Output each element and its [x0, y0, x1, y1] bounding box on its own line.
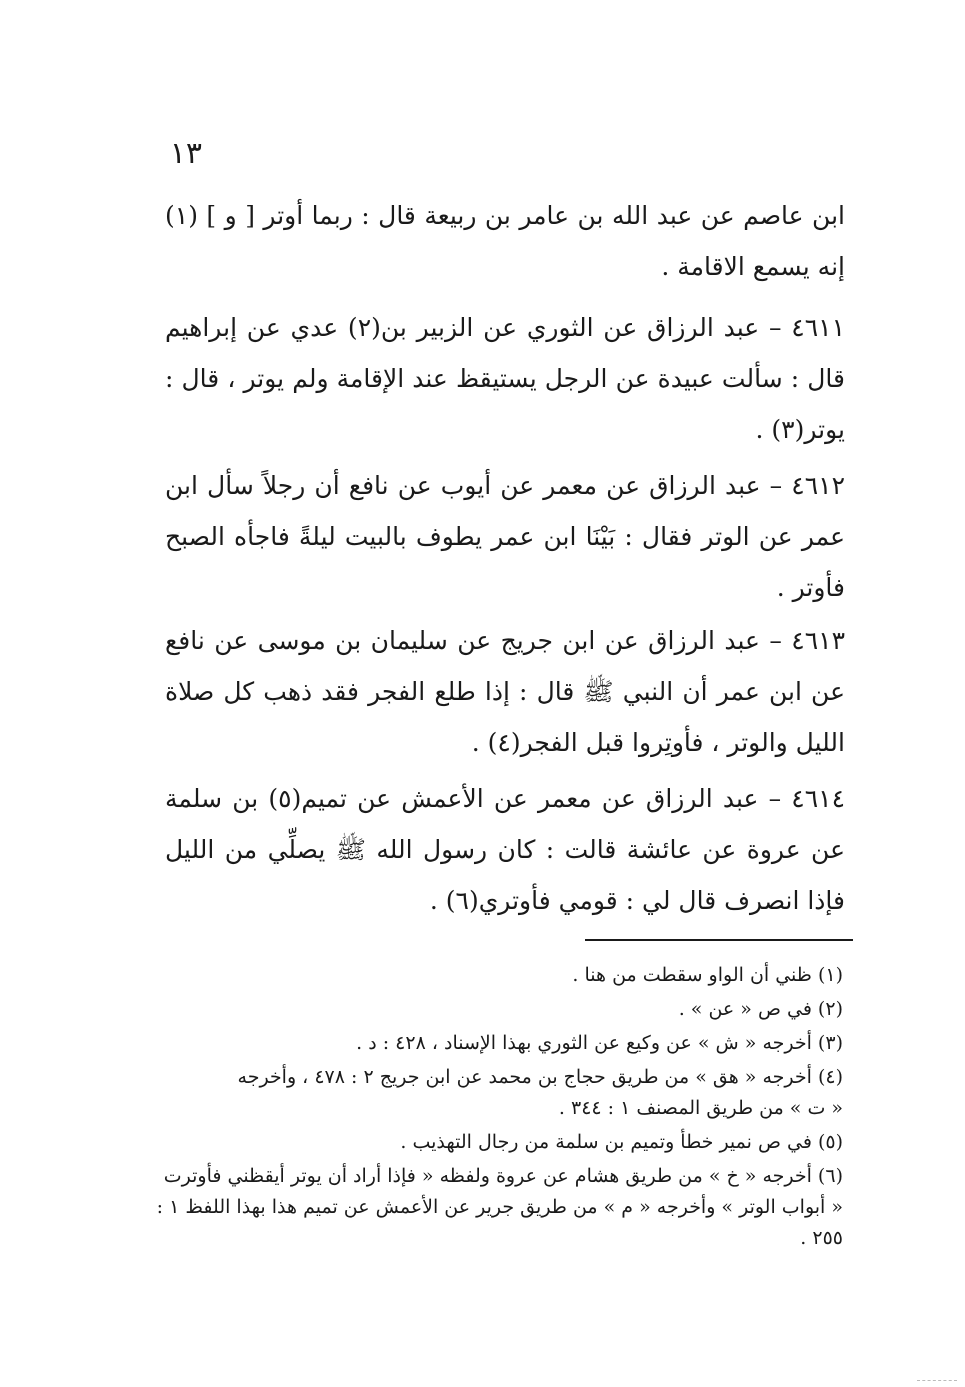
footnotes	[143, 960, 843, 1254]
scan-edge-mark	[917, 1380, 957, 1381]
page-number: ١٣	[169, 136, 202, 171]
paragraph-text: ٤٦١١ – عبد الرزاق عن الثوري عن الزبير بن(٢) عدي عن إبراهيم قال : سألت عبيدة عن الرجل يستيقظ عند الإقامة ولم يوتر ، قال : يوتر(٣) .	[165, 313, 845, 444]
paragraph-text: ٤٦١٤ – عبد الرزاق عن معمر عن الأعمش عن تميم(٥) بن سلمة عن عروة عن عائشة قالت : كان رسول الله ﷺ يصلِّي من الليل فإذا انصرف قال لي : قومي فأوتري(٦) .	[165, 784, 845, 915]
paragraph-continuation	[165, 190, 845, 292]
hadith-4613	[165, 615, 845, 768]
footnote-6: (٦) أخرجه « خ » من طريق هشام عن عروة ولفظه « فإذا أراد أن يوتر أيقظني فأوترت	[163, 1165, 843, 1187]
hadith-4612	[165, 460, 845, 613]
footnote-3: (٣) أخرجه « ش » عن وكيع عن الثوري بهذا الإسناد ، ٤٢٨ : د .	[356, 1032, 843, 1054]
footnote-1: (١) ظني أن الواو سقطت من هنا .	[572, 964, 843, 986]
footnote-4: (٤) أخرجه « هق » من طريق حجاج بن محمد عن ابن جريج ٢ : ٤٧٨ ، وأخرجه	[237, 1066, 843, 1088]
footnote-5: (٥) في ص نمير خطأ وتميم بن سلمة من رجال التهذيب .	[400, 1131, 843, 1153]
paragraph-text: ٤٦١٢ – عبد الرزاق عن معمر عن أيوب عن نافع أن رجلاً سأل ابن عمر عن الوتر فقال : بَيْنَا ابن عمر يطوف بالبيت ليلةً فاجأه الصبح فأوتر .	[165, 471, 845, 602]
hadith-4611	[165, 302, 845, 455]
paragraph-text: ابن عاصم عن عبد الله بن عامر بن ربيعة قال : ربما أوتر [ و ] (١) إنه يسمع الاقامة .	[165, 201, 845, 281]
footnote-4-continuation: « ت » من طريق المصنف ١ : ٣٤٤ .	[558, 1097, 843, 1119]
footnote-6-continuation: « أبواب الوتر » وأخرجه « م » من طريق جرير عن الأعمش عن تميم هذا بهذا اللفظ ١ : ٢٥٥ .	[156, 1196, 843, 1249]
footnote-2: (٢) في ص « عن » .	[678, 998, 843, 1020]
hadith-4614	[165, 773, 845, 926]
paragraph-text: ٤٦١٣ – عبد الرزاق عن ابن جريج عن سليمان بن موسى عن نافع عن ابن عمر أن النبي ﷺ قال : إذا طلع الفجر فقد ذهب كل صلاة الليل والوتر ، فأوتِروا قبل الفجر(٤) .	[165, 626, 845, 757]
footnote-separator	[585, 939, 853, 941]
